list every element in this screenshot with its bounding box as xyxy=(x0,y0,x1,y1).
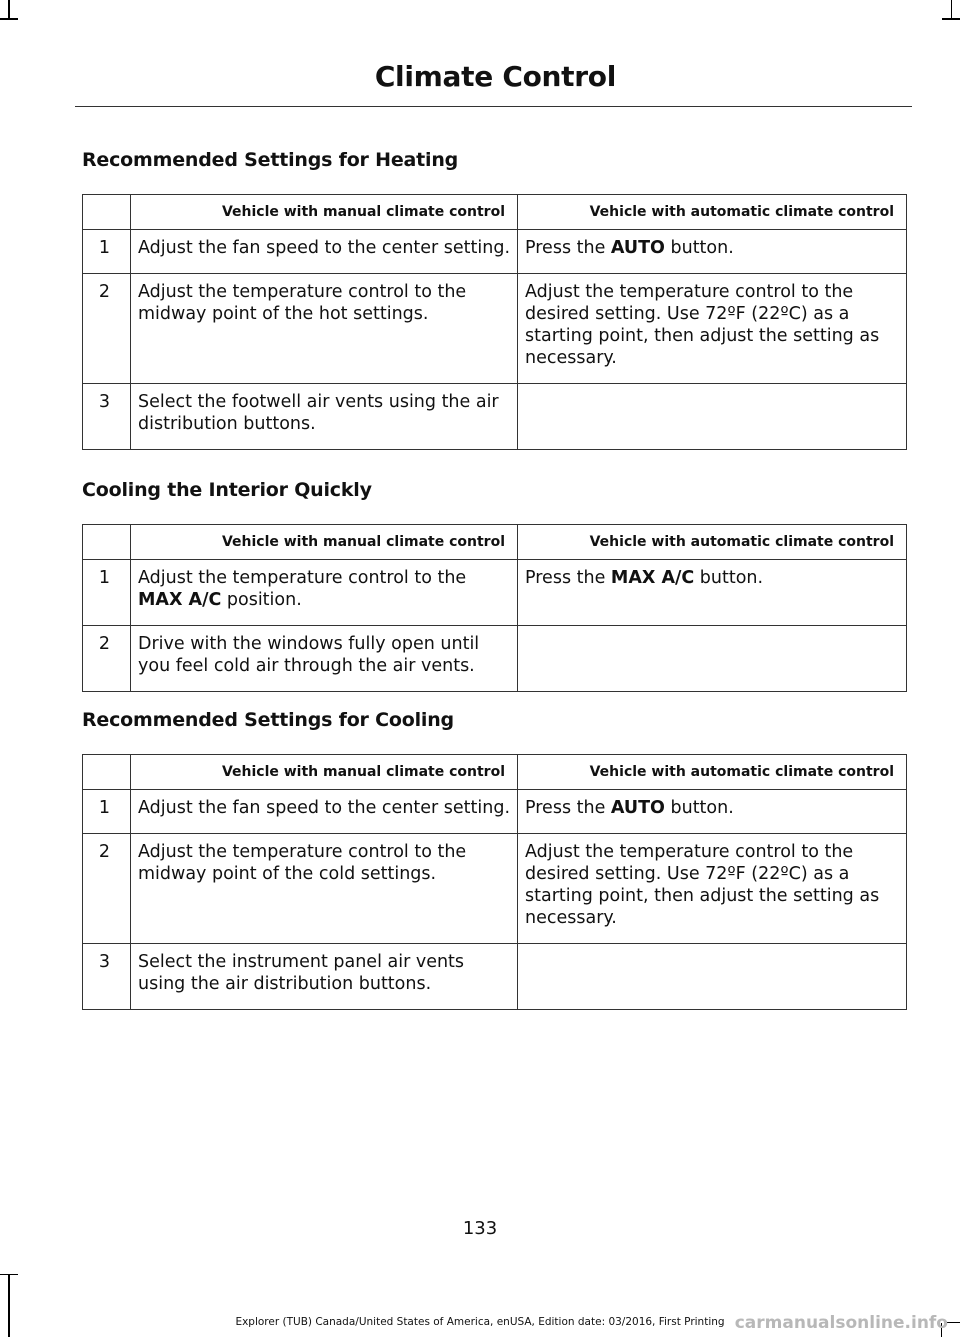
header-manual: Vehicle with manual climate control xyxy=(131,755,518,790)
section-heating xyxy=(82,148,906,450)
table-row xyxy=(83,560,907,626)
heating-table xyxy=(82,194,907,450)
step-number: 1 xyxy=(83,790,131,834)
header-blank xyxy=(83,525,131,560)
header-automatic: Vehicle with automatic climate control xyxy=(518,195,907,230)
section-title: Recommended Settings for Cooling xyxy=(82,709,454,731)
watermark: carmanualsonline.info xyxy=(734,1313,948,1333)
crop-mark xyxy=(0,18,18,20)
step-number: 3 xyxy=(83,384,131,450)
section-title: Recommended Settings for Heating xyxy=(82,149,459,171)
text: button. xyxy=(694,568,764,588)
header-blank xyxy=(83,195,131,230)
text: Adjust the temperature control to the xyxy=(138,568,467,588)
text: position. xyxy=(221,590,302,610)
text: button. xyxy=(664,798,734,818)
table-row xyxy=(83,834,907,944)
automatic-cell xyxy=(518,626,907,692)
text: button. xyxy=(664,238,734,258)
text: Press the xyxy=(525,238,611,258)
table-row xyxy=(83,230,907,274)
step-number: 2 xyxy=(83,274,131,384)
automatic-cell xyxy=(518,384,907,450)
chapter-title: Climate Control xyxy=(374,60,616,93)
button-name: AUTO xyxy=(610,238,665,258)
cooling-quickly-table xyxy=(82,524,907,692)
footer-text: Explorer (TUB) Canada/United States of America, enUSA, Edition date: 03/2016, First Printing xyxy=(235,1316,725,1328)
header-automatic: Vehicle with automatic climate control xyxy=(518,755,907,790)
header-manual: Vehicle with manual climate control xyxy=(131,195,518,230)
step-number: 2 xyxy=(83,626,131,692)
text: Press the xyxy=(525,568,611,588)
manual-cell: Drive with the windows fully open until you feel cold air through the air vents. xyxy=(131,626,518,692)
step-number: 1 xyxy=(83,230,131,274)
header-blank xyxy=(83,755,131,790)
button-name: AUTO xyxy=(610,798,665,818)
crop-mark xyxy=(8,0,10,18)
text: Adjust the temperature control to the desired setting. Use 72ºF (22ºC) as a starting point, then adjust the setting as necessary. xyxy=(525,282,880,368)
text: Adjust the temperature control to the desired setting. Use 72ºF (22ºC) as a starting point, then adjust the setting as necessary. xyxy=(525,842,880,928)
button-name: MAX A/C xyxy=(138,590,222,610)
manual-cell xyxy=(131,560,518,626)
table-row xyxy=(83,626,907,692)
table-row xyxy=(83,384,907,450)
section-cooling-quickly xyxy=(82,478,906,692)
step-number: 2 xyxy=(83,834,131,944)
section-cooling xyxy=(82,708,906,1010)
button-name: MAX A/C xyxy=(610,568,695,588)
manual-cell: Adjust the temperature control to the midway point of the hot settings. xyxy=(131,274,518,384)
crop-mark xyxy=(0,1274,18,1276)
table-header-row xyxy=(83,195,907,230)
manual-cell: Adjust the fan speed to the center setting. xyxy=(131,230,518,274)
manual-cell: Select the footwell air vents using the air distribution buttons. xyxy=(131,384,518,450)
table-row xyxy=(83,790,907,834)
step-number: 3 xyxy=(83,944,131,1010)
automatic-cell xyxy=(518,834,907,944)
crop-mark xyxy=(942,18,960,20)
header-rule xyxy=(75,106,912,107)
table-header-row xyxy=(83,525,907,560)
manual-cell: Adjust the fan speed to the center setting. xyxy=(131,790,518,834)
automatic-cell xyxy=(518,274,907,384)
header-manual: Vehicle with manual climate control xyxy=(131,525,518,560)
table-header-row xyxy=(83,755,907,790)
page-number: 133 xyxy=(462,1218,498,1239)
step-number: 1 xyxy=(83,560,131,626)
crop-mark xyxy=(951,0,953,18)
section-title: Cooling the Interior Quickly xyxy=(82,479,372,501)
automatic-cell xyxy=(518,230,907,274)
automatic-cell xyxy=(518,790,907,834)
table-row xyxy=(83,944,907,1010)
manual-cell: Adjust the temperature control to the midway point of the cold settings. xyxy=(131,834,518,944)
manual-cell: Select the instrument panel air vents using the air distribution buttons. xyxy=(131,944,518,1010)
header-automatic: Vehicle with automatic climate control xyxy=(518,525,907,560)
automatic-cell xyxy=(518,560,907,626)
automatic-cell xyxy=(518,944,907,1010)
text: Press the xyxy=(525,798,611,818)
table-row xyxy=(83,274,907,384)
cooling-table xyxy=(82,754,907,1010)
